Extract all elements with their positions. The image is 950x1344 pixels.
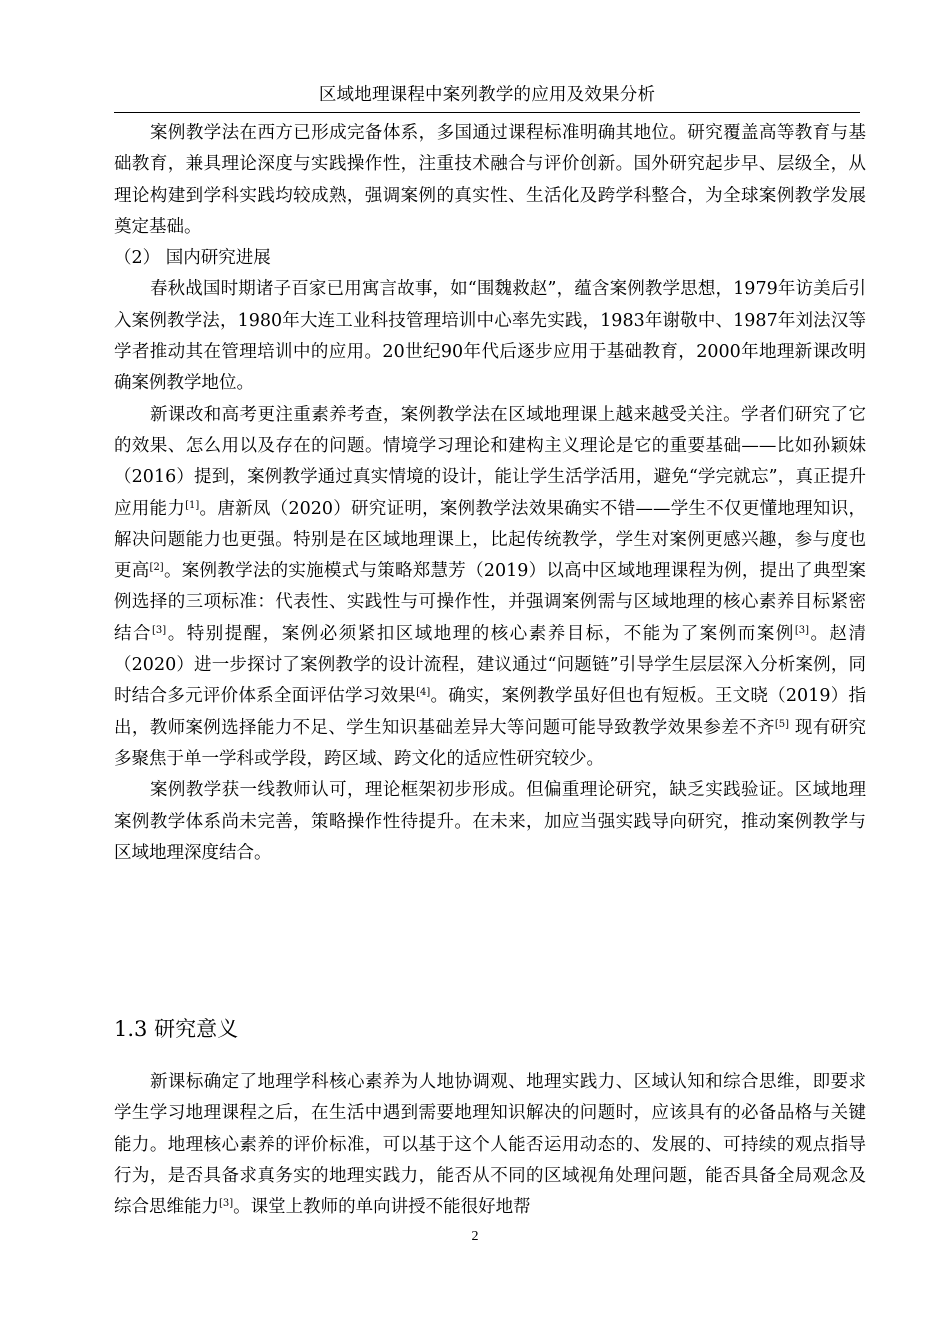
paragraph <box>114 1067 866 1223</box>
header-rule <box>114 112 860 113</box>
citation-marker: [2] <box>149 562 164 574</box>
paragraph <box>114 400 866 776</box>
paragraph-text: 。赵清（2020）进一步探讨了案例教学的设计流程，建议通过“问题链”引导学生层层深入分析案例，同时结合多元评价体系全面评估学习效果 <box>114 623 867 707</box>
paragraph-text: 。课堂上教师的单向讲授不能很好地帮 <box>233 1197 531 1218</box>
running-header: 区域地理课程中案列教学的应用及效果分析 <box>318 85 656 105</box>
citation-marker: [3] <box>219 1198 234 1210</box>
citation-marker: [3] <box>152 624 167 636</box>
paragraph-text: 新课改和高考更注重素养考查，案例教学法在区域地理课上越来越受关注。学者们研究了它的效果、怎么用以及存在的问题。情境学习理论和建构主义理论是它的重要基础——比如孙颖妹（2016）提到，案例教学通过真实情境的设计，能让学生活学活用，避免“学完就忘”，真正提升应用能力 <box>114 404 866 519</box>
subheading <box>114 243 866 274</box>
paragraph-text: 案例教学获一线教师认可，理论框架初步形成。但偏重理论研究，缺乏实践验证。区域地理案例教学体系尚未完善，策略操作性待提升。在未来，加应当强实践导向研究，推动案例教学与区域地理深度结合。 <box>114 780 866 863</box>
paragraph-text: 。特别提醒，案例必须紧扣区域地理的核心素养目标，不能为了案例而案例 <box>166 623 795 644</box>
section-number: 1.3 <box>114 1017 148 1041</box>
paragraph-text: 现有研究多聚焦于单一学科或学段，跨区域、跨文化的适应性研究较少。 <box>114 717 867 769</box>
paragraph-text: 。唐新凤（2020）研究证明，案例教学法效果确实不错——学生不仅更懂地理知识，解决问题能力也更强。特别是在区域地理课上，比起传统教学，学生对案例更感兴趣，参与度也更高 <box>114 498 866 582</box>
body-text-lower <box>114 1067 866 1223</box>
paragraph-text: 。确实，案例教学虽好但也有短板。王文晓（2019）指出，教师案例选择能力不足、学生知识基础差异大等问题可能导致教学效果参差不齐 <box>114 686 866 738</box>
paragraph-text: 。案例教学法的实施模式与策略郑慧芳（2019）以高中区域地理课程为例，提出了典型案例选择的三项标准：代表性、实践性与可操作性，并强调案例需与区域地理的核心素养目标紧密结合 <box>114 561 866 644</box>
body-text-upper <box>114 118 866 869</box>
page-number: 2 <box>471 1229 479 1244</box>
citation-marker: [5] <box>774 718 789 730</box>
section-title-text: 研究意义 <box>154 1017 239 1041</box>
paragraph-text: 春秋战国时期诸子百家已用寓言故事，如“围魏救赵”，蕴含案例教学思想，1979年访美后引入案例教学法，1980年大连工业科技管理培训中心率先实践，1983年谢敬中、1987年刘法汉等学者推动其在管理培训中的应用。20世纪90年代后逐步应用于基础教育，2000年地理新课改明确案例教学地位。 <box>114 279 866 394</box>
paragraph <box>114 274 866 399</box>
paragraph <box>114 118 866 243</box>
citation-marker: [1] <box>185 499 200 511</box>
paragraph-text: 案例教学法在西方已形成完备体系，多国通过课程标准明确其地位。研究覆盖高等教育与基础教育，兼具理论深度与实践操作性，注重技术融合与评价创新。国外研究起步早、层级全，从理论构建到学科实践均较成熟，强调案例的真实性、生活化及跨学科整合，为全球案例教学发展奠定基础。 <box>114 123 866 237</box>
paragraph <box>114 775 866 869</box>
section-heading <box>114 1014 238 1044</box>
paragraph-text: 新课标确定了地理学科核心素养为人地协调观、地理实践力、区域认知和综合思维，即要求学生学习地理课程之后，在生活中遇到需要地理知识解决的问题时，应该具有的必备品格与关键能力。地理核心素养的评价标准，可以基于这个人能否运用动态的、发展的、可持续的观点指导行为，是否具备求真务实的地理实践力，能否从不同的区域视角处理问题，能否具备全局观念及综合思维能力 <box>114 1072 866 1218</box>
citation-marker: [3] <box>794 624 809 636</box>
paragraph-text: （2） 国内研究进展 <box>114 248 271 269</box>
citation-marker: [4] <box>416 687 431 699</box>
